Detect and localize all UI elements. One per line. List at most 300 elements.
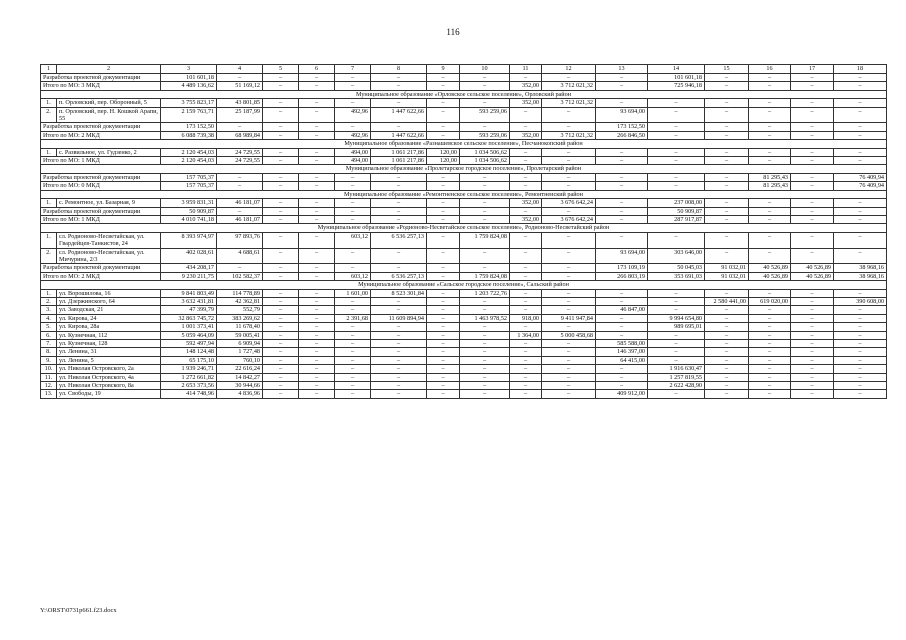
column-number-cell: 3 bbox=[161, 65, 217, 74]
value-cell: – bbox=[596, 382, 648, 390]
value-cell: – bbox=[791, 306, 834, 314]
value-cell: – bbox=[263, 182, 299, 190]
value-cell: – bbox=[596, 323, 648, 331]
column-number-cell: 9 bbox=[427, 65, 460, 74]
section-header-row bbox=[41, 224, 887, 232]
row-number: 12. bbox=[41, 382, 57, 390]
column-number-row bbox=[41, 65, 887, 74]
value-cell: 6 536 257,13 bbox=[371, 232, 427, 248]
value-cell: 266 803,19 bbox=[596, 272, 648, 280]
table-row bbox=[41, 173, 887, 181]
value-cell: 14 842,27 bbox=[217, 373, 263, 381]
value-cell: 6 536 257,13 bbox=[371, 272, 427, 280]
value-cell: – bbox=[371, 306, 427, 314]
table-row bbox=[41, 182, 887, 190]
value-cell: – bbox=[263, 157, 299, 165]
row-number: 5. bbox=[41, 323, 57, 331]
column-number-cell: 14 bbox=[648, 65, 705, 74]
value-cell: 352,00 bbox=[510, 215, 542, 223]
value-cell: – bbox=[427, 107, 460, 123]
value-cell: 434 208,17 bbox=[161, 264, 217, 272]
value-cell: – bbox=[371, 373, 427, 381]
value-cell: – bbox=[705, 340, 749, 348]
value-cell: 59 005,41 bbox=[217, 331, 263, 339]
row-address: с. Ремонтное, ул. Базарная, 9 bbox=[57, 199, 161, 207]
value-cell: 1 364,00 bbox=[510, 331, 542, 339]
value-cell: 1 463 978,52 bbox=[460, 314, 510, 322]
value-cell: – bbox=[427, 373, 460, 381]
value-cell: – bbox=[335, 215, 371, 223]
value-cell: – bbox=[335, 356, 371, 364]
column-number-cell: 10 bbox=[460, 65, 510, 74]
value-cell: – bbox=[299, 232, 335, 248]
value-cell: – bbox=[542, 323, 596, 331]
row-address: Разработка проектной документации bbox=[41, 173, 161, 181]
column-number-cell: 13 bbox=[596, 65, 648, 74]
value-cell: – bbox=[542, 272, 596, 280]
value-cell: – bbox=[460, 215, 510, 223]
value-cell: 353 691,03 bbox=[648, 272, 705, 280]
value-cell: – bbox=[510, 148, 542, 156]
value-cell: – bbox=[299, 182, 335, 190]
value-cell: – bbox=[263, 306, 299, 314]
value-cell: – bbox=[335, 207, 371, 215]
row-address: ул. Кузнечная, 112 bbox=[57, 331, 161, 339]
value-cell: – bbox=[335, 390, 371, 398]
section-header-row bbox=[41, 165, 887, 173]
value-cell: – bbox=[335, 331, 371, 339]
section-header-row bbox=[41, 140, 887, 148]
value-cell: 552,79 bbox=[217, 306, 263, 314]
value-cell: 43 801,85 bbox=[217, 99, 263, 107]
value-cell: – bbox=[791, 232, 834, 248]
value-cell: – bbox=[648, 356, 705, 364]
value-cell: – bbox=[749, 248, 791, 264]
value-cell: – bbox=[596, 297, 648, 305]
value-cell: – bbox=[510, 264, 542, 272]
capital-repair-table bbox=[40, 64, 887, 399]
value-cell: 414 748,96 bbox=[161, 390, 217, 398]
value-cell: 11 609 894,94 bbox=[371, 314, 427, 322]
value-cell: – bbox=[542, 340, 596, 348]
value-cell: – bbox=[749, 123, 791, 131]
value-cell: – bbox=[834, 365, 887, 373]
value-cell: – bbox=[460, 373, 510, 381]
value-cell: – bbox=[460, 99, 510, 107]
value-cell: – bbox=[299, 82, 335, 90]
value-cell: – bbox=[263, 382, 299, 390]
value-cell: – bbox=[217, 74, 263, 82]
value-cell: – bbox=[648, 297, 705, 305]
row-number: 10. bbox=[41, 365, 57, 373]
value-cell: 101 601,18 bbox=[161, 74, 217, 82]
value-cell: – bbox=[427, 331, 460, 339]
section-title: Муниципальное образование «Родионово-Несветайское сельское поселение», Родионово-Несветайский район bbox=[41, 224, 887, 232]
value-cell: – bbox=[371, 365, 427, 373]
column-number-cell: 11 bbox=[510, 65, 542, 74]
value-cell: 42 362,81 bbox=[217, 297, 263, 305]
value-cell: – bbox=[791, 123, 834, 131]
value-cell: – bbox=[542, 289, 596, 297]
value-cell: 157 705,37 bbox=[161, 182, 217, 190]
value-cell: 30 944,66 bbox=[217, 382, 263, 390]
value-cell: – bbox=[834, 331, 887, 339]
value-cell: 2 120 454,03 bbox=[161, 157, 217, 165]
value-cell: – bbox=[542, 382, 596, 390]
value-cell: – bbox=[510, 306, 542, 314]
value-cell: – bbox=[460, 356, 510, 364]
value-cell: – bbox=[791, 340, 834, 348]
value-cell: – bbox=[460, 340, 510, 348]
section-title: Муниципальное образование «Сальское городское поселение», Сальский район bbox=[41, 281, 887, 289]
value-cell: – bbox=[335, 348, 371, 356]
value-cell: – bbox=[542, 74, 596, 82]
value-cell: – bbox=[427, 248, 460, 264]
value-cell: – bbox=[335, 182, 371, 190]
value-cell: – bbox=[263, 82, 299, 90]
value-cell: – bbox=[705, 107, 749, 123]
value-cell: – bbox=[263, 340, 299, 348]
value-cell: – bbox=[705, 157, 749, 165]
value-cell: – bbox=[542, 148, 596, 156]
value-cell: 4 489 136,62 bbox=[161, 82, 217, 90]
row-address: Разработка проектной документации bbox=[41, 74, 161, 82]
table-row bbox=[41, 131, 887, 139]
value-cell: – bbox=[427, 382, 460, 390]
value-cell: – bbox=[335, 373, 371, 381]
row-address: п. Орловский, пер. Н. Кошкой Арапи, 55 bbox=[57, 107, 161, 123]
value-cell: – bbox=[705, 82, 749, 90]
row-address: Разработка проектной документации bbox=[41, 207, 161, 215]
row-number: 3. bbox=[41, 306, 57, 314]
table-row bbox=[41, 264, 887, 272]
value-cell: – bbox=[705, 306, 749, 314]
value-cell: 81 295,43 bbox=[749, 173, 791, 181]
row-address: ул. Свободы, 19 bbox=[57, 390, 161, 398]
value-cell: – bbox=[427, 365, 460, 373]
row-address: Итого по МО: 2 МКД bbox=[41, 272, 161, 280]
table-row bbox=[41, 123, 887, 131]
value-cell: – bbox=[648, 348, 705, 356]
value-cell: – bbox=[749, 99, 791, 107]
value-cell: – bbox=[460, 199, 510, 207]
value-cell: – bbox=[427, 199, 460, 207]
value-cell: – bbox=[460, 248, 510, 264]
value-cell: – bbox=[263, 348, 299, 356]
value-cell: – bbox=[427, 182, 460, 190]
value-cell: 4 010 741,18 bbox=[161, 215, 217, 223]
value-cell: – bbox=[299, 297, 335, 305]
value-cell: – bbox=[542, 232, 596, 248]
value-cell: – bbox=[510, 297, 542, 305]
value-cell: – bbox=[542, 390, 596, 398]
value-cell: – bbox=[460, 74, 510, 82]
value-cell: – bbox=[648, 123, 705, 131]
row-address: сл. Родионово-Несветайская, ул. Мичурина, 2/3 bbox=[57, 248, 161, 264]
value-cell: – bbox=[299, 365, 335, 373]
footer-file-path: Y:\ORST\0731p661.f23.docx bbox=[40, 607, 117, 614]
value-cell: – bbox=[299, 356, 335, 364]
value-cell: – bbox=[299, 382, 335, 390]
value-cell: 9 841 803,49 bbox=[161, 289, 217, 297]
value-cell: 402 028,61 bbox=[161, 248, 217, 264]
value-cell: 3 632 431,81 bbox=[161, 297, 217, 305]
value-cell: – bbox=[299, 264, 335, 272]
value-cell: – bbox=[749, 306, 791, 314]
value-cell: – bbox=[791, 289, 834, 297]
value-cell: – bbox=[749, 148, 791, 156]
value-cell: 173 152,50 bbox=[596, 123, 648, 131]
value-cell: – bbox=[648, 173, 705, 181]
value-cell: – bbox=[427, 272, 460, 280]
value-cell: – bbox=[217, 123, 263, 131]
value-cell: – bbox=[596, 74, 648, 82]
value-cell: 760,10 bbox=[217, 356, 263, 364]
value-cell: – bbox=[263, 173, 299, 181]
table-row bbox=[41, 390, 887, 398]
value-cell: – bbox=[427, 264, 460, 272]
value-cell: – bbox=[510, 340, 542, 348]
row-address: с. Развильное, ул. Гудзенко, 2 bbox=[57, 148, 161, 156]
value-cell: – bbox=[510, 123, 542, 131]
row-number: 9. bbox=[41, 356, 57, 364]
column-number-cell: 12 bbox=[542, 65, 596, 74]
value-cell: 593 259,06 bbox=[460, 107, 510, 123]
value-cell: – bbox=[299, 148, 335, 156]
value-cell: – bbox=[791, 131, 834, 139]
value-cell: 1 447 622,66 bbox=[371, 107, 427, 123]
value-cell: – bbox=[596, 365, 648, 373]
value-cell: – bbox=[299, 373, 335, 381]
value-cell: 65 175,10 bbox=[161, 356, 217, 364]
value-cell: – bbox=[371, 74, 427, 82]
table-row bbox=[41, 306, 887, 314]
column-number-cell: 15 bbox=[705, 65, 749, 74]
value-cell: 2 622 428,90 bbox=[648, 382, 705, 390]
value-cell: – bbox=[834, 199, 887, 207]
value-cell: – bbox=[371, 340, 427, 348]
value-cell: – bbox=[648, 131, 705, 139]
value-cell: 24 729,55 bbox=[217, 148, 263, 156]
value-cell: – bbox=[705, 182, 749, 190]
value-cell: – bbox=[648, 157, 705, 165]
value-cell: 157 705,37 bbox=[161, 173, 217, 181]
value-cell: – bbox=[335, 340, 371, 348]
value-cell: – bbox=[263, 314, 299, 322]
value-cell: – bbox=[542, 248, 596, 264]
value-cell: 2 159 763,71 bbox=[161, 107, 217, 123]
value-cell: 9 994 654,80 bbox=[648, 314, 705, 322]
value-cell: 146 397,00 bbox=[596, 348, 648, 356]
value-cell: – bbox=[749, 348, 791, 356]
value-cell: – bbox=[791, 99, 834, 107]
value-cell: 1 061 217,86 bbox=[371, 157, 427, 165]
value-cell: – bbox=[705, 314, 749, 322]
value-cell: – bbox=[791, 207, 834, 215]
value-cell: 287 917,87 bbox=[648, 215, 705, 223]
value-cell: – bbox=[791, 82, 834, 90]
value-cell: – bbox=[834, 340, 887, 348]
value-cell: – bbox=[427, 314, 460, 322]
value-cell: – bbox=[596, 373, 648, 381]
row-address: ул. Ленина, 5 bbox=[57, 356, 161, 364]
value-cell: – bbox=[705, 131, 749, 139]
value-cell: – bbox=[371, 390, 427, 398]
row-number: 6. bbox=[41, 331, 57, 339]
value-cell: – bbox=[542, 348, 596, 356]
value-cell: 46 181,07 bbox=[217, 199, 263, 207]
value-cell: 91 032,01 bbox=[705, 272, 749, 280]
value-cell: – bbox=[217, 182, 263, 190]
value-cell: – bbox=[299, 157, 335, 165]
row-address: сл. Родионово-Несветайская, ул. Гвардейцев-Танкистов, 24 bbox=[57, 232, 161, 248]
value-cell: – bbox=[299, 314, 335, 322]
value-cell: – bbox=[299, 199, 335, 207]
value-cell: 120,00 bbox=[427, 148, 460, 156]
value-cell: – bbox=[510, 382, 542, 390]
value-cell: 1 601,00 bbox=[335, 289, 371, 297]
value-cell: – bbox=[791, 157, 834, 165]
value-cell: – bbox=[705, 390, 749, 398]
value-cell: – bbox=[648, 289, 705, 297]
value-cell: – bbox=[542, 264, 596, 272]
value-cell: – bbox=[460, 297, 510, 305]
value-cell: – bbox=[791, 297, 834, 305]
table-row bbox=[41, 356, 887, 364]
value-cell: – bbox=[648, 182, 705, 190]
value-cell: 6 088 739,38 bbox=[161, 131, 217, 139]
value-cell: 5 000 458,68 bbox=[542, 331, 596, 339]
value-cell: – bbox=[335, 323, 371, 331]
value-cell: 51 169,12 bbox=[217, 82, 263, 90]
value-cell: 2 391,68 bbox=[335, 314, 371, 322]
value-cell: – bbox=[834, 289, 887, 297]
value-cell: – bbox=[510, 207, 542, 215]
value-cell: – bbox=[705, 173, 749, 181]
table-row bbox=[41, 314, 887, 322]
value-cell: 40 526,89 bbox=[749, 272, 791, 280]
value-cell: – bbox=[427, 390, 460, 398]
value-cell: – bbox=[834, 232, 887, 248]
value-cell: – bbox=[749, 131, 791, 139]
value-cell: – bbox=[299, 306, 335, 314]
value-cell: – bbox=[834, 82, 887, 90]
value-cell: – bbox=[596, 199, 648, 207]
value-cell: – bbox=[791, 356, 834, 364]
row-address: Итого по МО: 2 МКД bbox=[41, 131, 161, 139]
value-cell: 1 447 622,66 bbox=[371, 131, 427, 139]
value-cell: – bbox=[371, 323, 427, 331]
value-cell: – bbox=[791, 107, 834, 123]
value-cell: – bbox=[749, 323, 791, 331]
value-cell: – bbox=[335, 123, 371, 131]
value-cell: – bbox=[648, 99, 705, 107]
value-cell: – bbox=[460, 306, 510, 314]
value-cell: – bbox=[834, 373, 887, 381]
row-number: 2. bbox=[41, 107, 57, 123]
value-cell: – bbox=[834, 74, 887, 82]
row-number: 2. bbox=[41, 297, 57, 305]
table-row bbox=[41, 107, 887, 123]
value-cell: – bbox=[705, 199, 749, 207]
value-cell: – bbox=[371, 348, 427, 356]
value-cell: – bbox=[510, 373, 542, 381]
value-cell: – bbox=[460, 323, 510, 331]
value-cell: – bbox=[510, 390, 542, 398]
value-cell: – bbox=[510, 272, 542, 280]
value-cell: 585 588,00 bbox=[596, 340, 648, 348]
value-cell: 9 230 211,75 bbox=[161, 272, 217, 280]
value-cell: – bbox=[460, 365, 510, 373]
value-cell: – bbox=[596, 314, 648, 322]
value-cell: 8 523 301,84 bbox=[371, 289, 427, 297]
value-cell: – bbox=[834, 148, 887, 156]
value-cell: 494,00 bbox=[335, 157, 371, 165]
table-body bbox=[41, 65, 887, 399]
value-cell: – bbox=[791, 390, 834, 398]
value-cell: – bbox=[335, 248, 371, 264]
value-cell: – bbox=[542, 123, 596, 131]
value-cell: – bbox=[299, 248, 335, 264]
row-number: 1. bbox=[41, 199, 57, 207]
value-cell: – bbox=[263, 272, 299, 280]
column-number-cell: 17 bbox=[791, 65, 834, 74]
value-cell: 101 601,18 bbox=[648, 74, 705, 82]
table-row bbox=[41, 74, 887, 82]
value-cell: 492,96 bbox=[335, 131, 371, 139]
value-cell: – bbox=[749, 74, 791, 82]
value-cell: – bbox=[371, 264, 427, 272]
table-row bbox=[41, 297, 887, 305]
value-cell: – bbox=[263, 232, 299, 248]
value-cell: – bbox=[263, 207, 299, 215]
value-cell: – bbox=[460, 123, 510, 131]
value-cell: 120,00 bbox=[427, 157, 460, 165]
value-cell: 2 653 373,56 bbox=[161, 382, 217, 390]
column-number-cell: 18 bbox=[834, 65, 887, 74]
value-cell: 25 187,99 bbox=[217, 107, 263, 123]
value-cell: 47 399,79 bbox=[161, 306, 217, 314]
value-cell: – bbox=[510, 173, 542, 181]
value-cell: – bbox=[791, 148, 834, 156]
value-cell: – bbox=[299, 289, 335, 297]
value-cell: – bbox=[299, 123, 335, 131]
value-cell: 9 411 947,84 bbox=[542, 314, 596, 322]
row-address: Разработка проектной документации bbox=[41, 264, 161, 272]
value-cell: 1 939 246,71 bbox=[161, 365, 217, 373]
row-number: 1. bbox=[41, 289, 57, 297]
value-cell: – bbox=[335, 264, 371, 272]
value-cell: – bbox=[596, 207, 648, 215]
value-cell: – bbox=[263, 131, 299, 139]
value-cell: 4 836,96 bbox=[217, 390, 263, 398]
value-cell: – bbox=[460, 390, 510, 398]
value-cell: – bbox=[834, 248, 887, 264]
value-cell: – bbox=[705, 123, 749, 131]
value-cell: – bbox=[460, 264, 510, 272]
value-cell: – bbox=[749, 314, 791, 322]
table-row bbox=[41, 382, 887, 390]
value-cell: – bbox=[335, 306, 371, 314]
row-address: Итого по МО: 1 МКД bbox=[41, 157, 161, 165]
value-cell: – bbox=[427, 232, 460, 248]
value-cell: 114 778,89 bbox=[217, 289, 263, 297]
value-cell: 68 989,84 bbox=[217, 131, 263, 139]
row-number: 7. bbox=[41, 340, 57, 348]
value-cell: – bbox=[705, 148, 749, 156]
value-cell: – bbox=[834, 123, 887, 131]
value-cell: – bbox=[371, 207, 427, 215]
